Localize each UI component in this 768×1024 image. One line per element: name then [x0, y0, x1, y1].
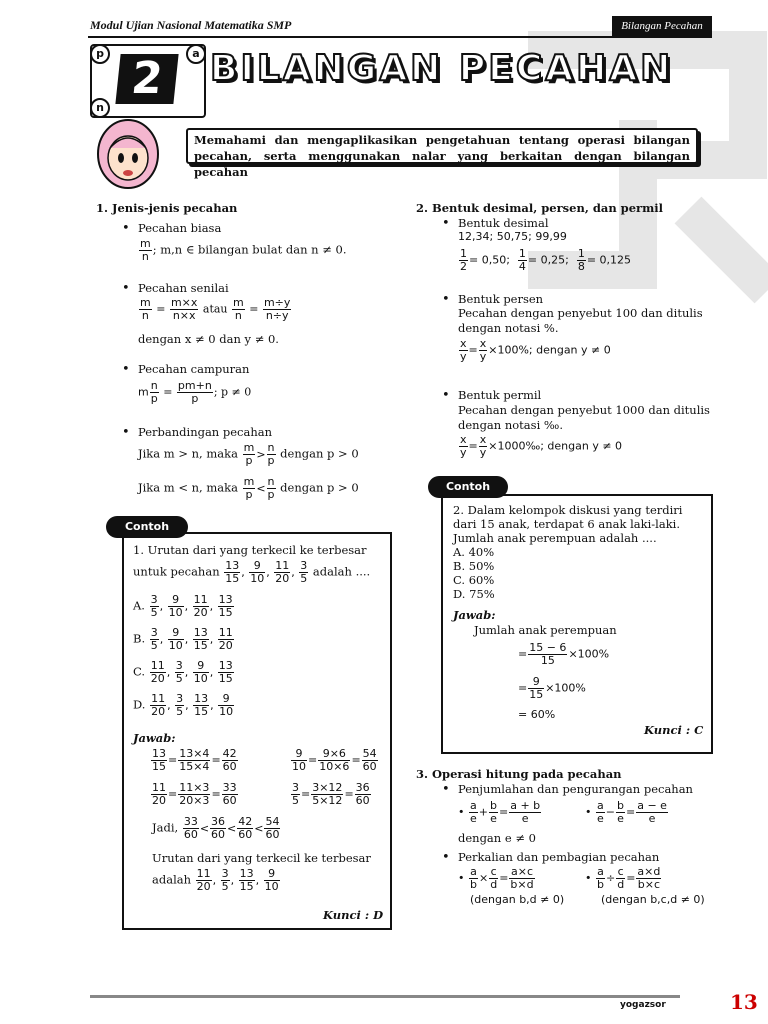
ex2-step-2: = $\frac{9}{15}$ ×100% [518, 675, 586, 701]
ex1-kunci: Kunci : D [323, 908, 384, 922]
chapter-tag: Bilangan Pecahan [612, 16, 712, 36]
perbandingan-rule-2: Jika m < n, maka $\frac{m}{p}$ < $\frac{n}{p}$ dengan p > 0 [138, 475, 359, 501]
corner-p: p [90, 44, 110, 64]
ex2-option-d: D. 75% [453, 587, 495, 601]
chapter-number: 2 [115, 54, 178, 104]
ex1-step-13-15: $\frac{13}{15}$ = $\frac{13\times 4}{15\times 4}$ = $\frac{42}{60}$ [152, 747, 237, 773]
mascot-illustration [96, 118, 160, 192]
permil-desc-2: dengan notasi ‰. [458, 418, 563, 432]
permil-formula-tail: ×1000‰; dengan y ≠ 0 [488, 439, 623, 453]
ex2-result: = 60% [518, 708, 556, 721]
pecahan-senilai-condition: dengan x ≠ 0 dan y ≠ 0. [138, 332, 279, 346]
option-d-letter: D. [133, 697, 146, 712]
adalah-word: adalah [152, 872, 192, 887]
section-2-heading: 2. Bentuk desimal, persen, dan permil [416, 201, 664, 215]
ex2-jawab: Jawab: [453, 608, 496, 622]
ex1-jawab: Jawab: [133, 731, 176, 745]
pecahan-biasa-label: • Pecahan biasa [138, 221, 221, 235]
example-1-label: Contoh [106, 516, 188, 538]
section-3-heading: 3. Operasi hitung pada pecahan [416, 767, 622, 781]
ex1-step-11-20: $\frac{11}{20}$ = $\frac{11\times 3}{20\times 3}$ = $\frac{33}{60}$ [152, 781, 237, 807]
ex1-adalah: adalah $\frac{11}{20}$ , $\frac{3}{5}$ , $\frac{13}{15}$ , $\frac{9}{10}$ [152, 867, 279, 893]
ex1-question-line2: untuk pecahan $\frac{13}{15}$ , $\frac{9}{10}$ , $\frac{11}{20}$ , $\frac{3}{5}$ adalah .... [133, 559, 371, 585]
persen-formula-tail: ×100%; dengan y ≠ 0 [488, 343, 611, 357]
ex1-option-d: D. $\frac{11}{20}$ , $\frac{3}{5}$ , $\frac{13}{15}$ , $\frac{9}{10}$ [133, 692, 234, 718]
section-1-heading: 1. Jenis-jenis pecahan [96, 201, 238, 215]
ex1-question-line1: 1. Urutan dari yang terkecil ke terbesar [133, 543, 367, 557]
pecahan-senilai-formula: $\frac{m}{n}$ = $\frac{m\times x}{n\times x}$ atau $\frac{m}{n}$ = $\frac{m\div y}{n\div y}$ [140, 296, 291, 322]
corner-n: n [90, 98, 110, 118]
ex2-option-a: A. 40% [453, 545, 495, 559]
permil-formula: $\frac{x}{y}$ = $\frac{x}{y}$ ×1000‰; dengan y ≠ 0 [460, 433, 623, 459]
chapter-badge [90, 44, 206, 118]
perkalian-cond: (dengan b,d ≠ 0) [470, 893, 565, 906]
pembagian-cond: (dengan b,c,d ≠ 0) [601, 893, 705, 906]
perbandingan-rule-1: Jika m > n, maka $\frac{m}{p}$ > $\frac{n}{p}$ dengan p > 0 [138, 441, 359, 467]
ex2-question-line3: Jumlah anak perempuan adalah .... [453, 531, 657, 545]
desimal-label: • Bentuk desimal [458, 216, 549, 230]
option-b-letter: B. [133, 631, 146, 646]
desimal-examples: $\frac{1}{2}$ = 0,50; $\frac{1}{4}$ = 0,25; $\frac{1}{8}$ = 0,125 [460, 247, 632, 273]
option-c-letter: C. [133, 664, 146, 679]
persen-formula: $\frac{x}{y}$ = $\frac{x}{y}$ ×100%; dengan y ≠ 0 [460, 337, 611, 363]
ex2-option-b: B. 50% [453, 559, 495, 573]
campuran-cond: ; p ≠ 0 [213, 385, 252, 399]
ex2-step-1: = $\frac{15 - 6}{15}$ ×100% [518, 641, 610, 667]
persen-label: • Bentuk persen [458, 292, 543, 306]
option-a-letter: A. [133, 598, 145, 613]
footer-line [90, 995, 680, 998]
footer-author: yogazsor [620, 1000, 666, 1010]
dengan-2: dengan p > 0 [280, 480, 359, 495]
permil-label: • Bentuk permil [458, 388, 541, 402]
ex2-jumlah-label: Jumlah anak perempuan [474, 623, 617, 637]
dengan-1: dengan p > 0 [280, 446, 359, 461]
corner-a: a [186, 44, 206, 64]
ex1-urutan: Urutan dari yang terkecil ke terbesar [152, 851, 371, 865]
ex1-option-a: A. $\frac{3}{5}$ , $\frac{9}{10}$ , $\frac{11}{20}$ , $\frac{13}{15}$ [133, 593, 233, 619]
ex1-step-9-10: $\frac{9}{10}$ = $\frac{9\times 6}{10\times 6}$ = $\frac{54}{60}$ [292, 747, 377, 773]
ex2-option-c: C. 60% [453, 573, 495, 587]
penjumlahan-formula: • $\frac{a}{e}$ + $\frac{b}{e}$ = $\frac{a + b}{e}$ [458, 799, 541, 825]
permil-desc-1: Pecahan dengan penyebut 1000 dan ditulis [458, 403, 710, 417]
desimal-values: 12,34; 50,75; 99,99 [458, 230, 567, 243]
learning-objective: Memahami dan mengaplikasikan pengetahuan tentang operasi bilangan pecahan, serta menggunakan nalar yang berkaitan dengan bilangan pecahan [186, 128, 698, 164]
ex1-jadi: Jadi, $\frac{33}{60}$ < $\frac{36}{60}$ < $\frac{42}{60}$ < $\frac{54}{60}$ [152, 815, 280, 841]
persen-desc-1: Pecahan dengan penyebut 100 dan ditulis [458, 306, 703, 320]
ex1-step-3-5: $\frac{3}{5}$ = $\frac{3\times 12}{5\times 12}$ = $\frac{36}{60}$ [292, 781, 370, 807]
perbandingan-label: • Perbandingan pecahan [138, 425, 272, 439]
ex2-question-line2: dari 15 anak, terdapat 6 anak laki-laki. [453, 517, 680, 531]
module-title: Modul Ujian Nasional Matematika SMP [90, 18, 292, 32]
tambah-label: • Penjumlahan dan pengurangan pecahan [458, 782, 693, 796]
ex1-q3: adalah .... [312, 564, 371, 579]
perkalian-formula: • $\frac{a}{b}$ × $\frac{c}{d}$ = $\frac{a\times c}{b\times d}$ [458, 865, 534, 891]
atau-word: atau [202, 302, 228, 316]
pecahan-senilai-label: • Pecahan senilai [138, 281, 229, 295]
pembagian-formula: • $\frac{a}{b}$ ÷ $\frac{c}{d}$ = $\frac{a\times d}{b\times c}$ [585, 865, 661, 891]
pecahan-campuran-formula: m $\frac{n}{p}$ = $\frac{pm+n}{p}$ ; p ≠ 0 [138, 379, 252, 405]
pecahan-biasa-formula: $\frac{m}{n}$ ; m,n ∈ bilangan bulat dan n ≠ 0. [140, 237, 347, 263]
pecahan-biasa-desc: ; m,n ∈ bilangan bulat dan n ≠ 0. [152, 242, 347, 257]
jadi-word: Jadi, [152, 820, 179, 835]
jika-2: Jika m < n, maka [138, 480, 238, 495]
kali-label: • Perkalian dan pembagian pecahan [458, 850, 659, 864]
pengurangan-formula: • $\frac{a}{e}$ − $\frac{b}{e}$ = $\frac{a - e}{e}$ [585, 799, 667, 825]
ex1-option-b: B. $\frac{3}{5}$ , $\frac{9}{10}$ , $\frac{13}{15}$ , $\frac{11}{20}$ [133, 626, 233, 652]
ex1-q2: untuk pecahan [133, 564, 220, 579]
dengan-e: dengan e ≠ 0 [458, 831, 536, 845]
jika-1: Jika m > n, maka [138, 446, 238, 461]
pecahan-campuran-label: • Pecahan campuran [138, 362, 249, 376]
ex2-kunci: Kunci : C [644, 723, 704, 737]
example-2-label: Contoh [428, 476, 508, 498]
persen-desc-2: dengan notasi %. [458, 321, 559, 335]
page-number: 13 [730, 990, 758, 1014]
ex2-question-line1: 2. Dalam kelompok diskusi yang terdiri [453, 503, 683, 517]
ex1-option-c: C. $\frac{11}{20}$ , $\frac{3}{5}$ , $\frac{9}{10}$ , $\frac{13}{15}$ [133, 659, 233, 685]
header-divider [88, 36, 712, 38]
chapter-title: BILANGAN PECAHAN [210, 48, 674, 89]
